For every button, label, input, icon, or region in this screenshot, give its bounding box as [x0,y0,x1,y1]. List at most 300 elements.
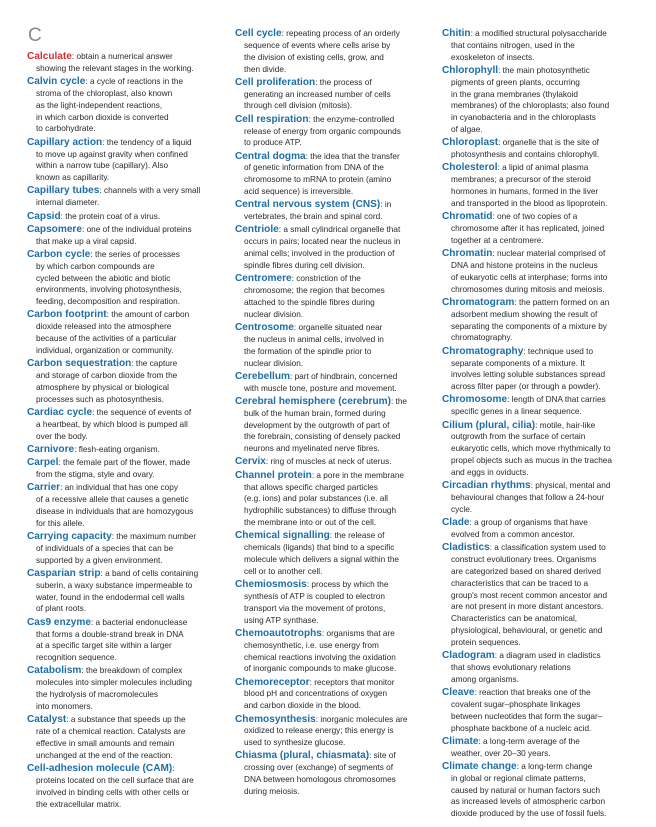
glossary-term: Chlorophyll [442,64,499,76]
definition-line: from the stigma, style and ovary. [36,469,155,479]
definition-line: outgrowth from the surface of certain [451,432,586,442]
definition-line: physiological, behavioural, or genetic and [451,626,603,636]
definition-line: group's most recent common ancestor and [451,590,608,600]
definition-line: : a band of cells containing [100,568,199,578]
definition-line: across filter paper (or through a powder). [451,382,601,392]
definition-line: adsorbent medium showing the result of [451,309,598,319]
definition-line: in cyanobacteria and in the chloroplasts [451,113,596,123]
definition-line: DNA between homologous chromosomes [244,775,396,785]
glossary-term: Chloroplast [442,137,499,149]
definition-line: : obtain a numerical answer [71,52,173,61]
definition-line: : a cycle of reactions in the [85,77,184,87]
glossary-entry [27,568,222,615]
definition-line: into monomers. [36,701,93,711]
glossary-entry [235,371,431,395]
definition-line: are categorized based on shared derived [451,566,601,576]
glossary-entry [442,297,638,344]
definition-line: : one of the individual proteins [81,224,192,234]
definition-line: phosphate backbone of a nucleic acid. [451,723,592,733]
glossary-entry [27,444,222,456]
definition-line: of a recessive allele that causes a genetic [36,495,189,505]
glossary-entry [27,51,222,75]
definition-line: eukaryotic cells, which move rhythmically to [451,444,611,454]
glossary-term: Cell proliferation [235,76,316,88]
definition-line: propel objects such as mucus in the trachea [451,456,612,466]
definition-line: neurons and myelinated nerve fibres. [244,444,380,454]
definition-line: the hydrolysis of macromolecules [36,690,158,700]
definition-line: : physical, mental and [530,481,611,491]
definition-line: : the sequence of events of [92,407,192,417]
definition-line: the formation of the spindle prior to [244,346,372,356]
definition-line: because of the activities of a particular [36,334,177,344]
definition-line: together at a centromere. [451,235,544,245]
definition-line: the nucleus in animal cells, involved in [244,334,384,344]
definition-line: : organelle that is the site of [498,138,599,148]
glossary-entry [442,28,638,64]
definition-line: of individuals of a species that can be [36,543,174,553]
glossary-entry [27,407,222,443]
glossary-term: Chromatin [442,248,493,260]
glossary-column-3 [442,28,638,821]
definition-line: through cell division (mitosis). [244,101,353,111]
definition-line: : nuclear material comprised of [492,249,606,259]
definition-line: : ring of muscles at neck of uterus. [265,457,392,467]
definition-line: hormones in humans, formed in the liver [451,187,599,197]
definition-line: : length of DNA that carries [507,395,606,405]
glossary-entry [235,28,431,75]
glossary-column-1 [27,51,222,812]
definition-line: : constriction of the [291,274,361,284]
definition-line: involved in binding cells with other cells or [36,787,190,797]
definition-line: dioxide released into the atmosphere [36,322,172,332]
definition-line: over the body. [36,431,88,441]
glossary-entry [442,394,638,418]
glossary-term: Chromatography [442,345,524,357]
glossary-entry [27,763,222,810]
definition-line: : in [380,200,392,210]
glossary-term: Carnivore [27,443,75,455]
glossary-term: Carbon cycle [27,248,91,260]
definition-line: the division of existing cells, grow, and [244,52,384,62]
glossary-term: Chromatid [442,211,493,223]
definition-line: are not present in more distant ancestors. [451,602,604,612]
glossary-term: Circadian rhythms [442,480,531,492]
definition-line: separating the components of a mixture by [451,321,607,331]
glossary-entry [27,482,222,529]
definition-line: separate components of a mixture. It [451,358,585,368]
glossary-entry [235,151,431,198]
definition-line: : a modified structural polysaccharide [470,29,607,38]
definition-line: animal cells; involved in the production of [244,249,395,259]
definition-line: cycled between the abiotic and biotic [36,273,171,283]
glossary-entry [442,137,638,161]
glossary-term: Chemoreceptor [235,676,310,688]
definition-line: : a pore in the membrane [311,470,405,480]
definition-line: cell or to another cell. [244,566,323,576]
glossary-term: Centromere [235,273,292,285]
glossary-term: Channel protein [235,469,312,481]
glossary-entry [235,322,431,369]
glossary-term: Centrosome [235,321,294,333]
glossary-entry [27,185,222,209]
definition-line: feeding, decomposition and respiration. [36,297,181,307]
glossary-term: Cervix [235,456,266,468]
definition-line: disease in individuals that are homozygous [36,506,194,516]
definition-line: used to synthesize glucose. [244,738,346,748]
definition-line: synthesis of ATP is coupled to electron [244,591,385,601]
definition-line: generating an increased number of cells [244,89,391,99]
definition-line: known as capillarity. [36,173,110,183]
definition-line: development by the outgrowth of part of [244,420,390,430]
glossary-term: Chemical signalling [235,530,330,542]
glossary-entry [442,542,638,649]
glossary-entry [442,248,638,295]
definition-line: during meiosis. [244,786,300,796]
definition-line: : reaction that breaks one of the [474,688,591,698]
definition-line: : the amount of carbon [106,310,190,320]
definition-line: : a lipid of animal plasma [497,163,589,173]
glossary-entry [27,358,222,405]
definition-line: and transported in the blood as lipoprotein. [451,198,608,208]
glossary-entry [235,224,431,271]
definition-line: involves letting soluble substances spread [451,370,606,380]
definition-line: acid sequence) is irreversible. [244,187,354,197]
definition-line: the extracellular matrix. [36,799,122,809]
definition-line: protein sequences. [451,637,521,647]
glossary-entry [235,714,431,750]
definition-line: nuclear division. [244,309,304,319]
glossary-entry [442,687,638,734]
definition-line: to produce ATP. [244,138,302,148]
definition-line: molecules into simpler molecules including [36,678,192,688]
definition-line: : the breakdown of complex [81,666,183,676]
glossary-entry [27,76,222,135]
definition-line: : the maximum number [111,531,197,541]
definition-line: : a long-term average of the [478,736,580,746]
definition-line: : site of [369,751,396,761]
definition-line: crossing over (exchange) of segments of [244,763,394,773]
definition-line: of inorganic compounds to make glucose. [244,664,397,674]
definition-line: : technique used to [523,346,594,356]
definition-line: weather, over 20–30 years. [451,748,551,758]
definition-line: individual, organization or community. [36,345,174,355]
glossary-entry [235,677,431,713]
definition-line: : the tendency of a liquid [102,137,192,147]
glossary-term: Cell respiration [235,113,309,125]
glossary-entry [442,162,638,209]
glossary-term: Chromatogram [442,296,515,308]
glossary-entry [442,420,638,479]
definition-line: proteins located on the cell surface that are [36,775,194,785]
definition-line: and eggs in oviducts. [451,467,529,477]
definition-line: vertebrates, the brain and spinal cord. [244,212,383,222]
glossary-column-2 [235,28,431,799]
glossary-entry [27,531,222,567]
definition-line: to move up against gravity when confined [36,149,188,159]
definition-line: : a long-term change [516,761,593,771]
definition-line: with muscle tone, posture and movement. [244,383,397,393]
definition-line: that contains nitrogen, used in the [451,40,575,50]
definition-line: recognition sequence. [36,653,117,663]
glossary-entry [442,736,638,760]
definition-line: : the series of processes [90,249,180,259]
definition-line: of algae. [451,125,483,135]
definition-line: internal diameter. [36,198,100,208]
definition-line: of plant roots. [36,604,86,614]
definition-line: in which carbon dioxide is converted [36,112,169,122]
glossary-term: Clade [442,517,470,529]
definition-line: DNA and histone proteins in the nucleus [451,260,598,270]
definition-line: stroma of the chloroplast, also known [36,88,173,98]
definition-line: : a diagram used in cladistics [494,651,601,661]
glossary-term: Chiasma (plural, chiasmata) [235,750,370,762]
glossary-entry [27,309,222,356]
definition-line: among organisms. [451,674,519,684]
definition-line: : receptors that monitor [309,677,395,687]
definition-line: in the grana membranes (thylakoid [451,89,579,99]
glossary-term: Cell-adhesion molecule (CAM) [27,762,173,774]
definition-line: construct evolutionary trees. Organisms [451,554,597,564]
definition-line: : flesh-eating organism. [74,444,160,454]
glossary-entry [442,761,638,820]
glossary-entry [27,617,222,664]
definition-line: molecule which delivers a signal within the [244,554,399,564]
definition-line: between nucleotides that form the sugar– [451,711,603,721]
glossary-entry [442,480,638,516]
definition-line: dioxide produced by the use of fossil fuels. [451,809,607,819]
definition-line: : inorganic molecules are [315,714,408,724]
glossary-entry [27,137,222,184]
glossary-term: Central dogma [235,150,306,162]
definition-line: spindle fibres during cell division. [244,260,365,270]
glossary-entry [442,211,638,247]
definition-line: membranes; a precursor of the steroid [451,175,591,185]
glossary-entry [235,470,431,529]
definition-line: transport via the movement of protons, [244,603,386,613]
definition-line: : a substance that speeds up the [66,715,186,725]
glossary-entry [27,665,222,712]
glossary-term: Carbon sequestration [27,358,132,370]
definition-line: and carbon dioxide in the blood. [244,701,361,711]
definition-line: as increased levels of atmospheric carbon [451,797,606,807]
definition-line: that make up a viral capsid. [36,236,137,246]
glossary-term: Catabolism [27,665,82,677]
glossary-term: Cilium (plural, cilia) [442,419,536,431]
glossary-term: Calculate [27,51,72,62]
glossary-entry [235,530,431,577]
definition-line: unchanged at the end of the reaction. [36,750,173,760]
glossary-term: Centriole [235,224,279,236]
definition-line: : the enzyme-controlled [308,114,395,124]
definition-line: chemical reactions involving the oxidation [244,652,396,662]
definition-line: : an individual that has one copy [60,483,178,493]
definition-line: at a specific target site within a larger [36,641,172,651]
glossary-term: Climate change [442,760,517,772]
definition-line: showing the relevant stages in the working. [36,63,194,73]
definition-line: pigments of green plants, occurring [451,77,580,87]
definition-line: (e.g. ions) and polar substances (i.e. all [244,494,388,504]
section-letter: C [28,25,42,46]
definition-line: chromosomes during mitosis and meiosis. [451,284,605,294]
definition-line: for this allele. [36,518,85,528]
glossary-entry [235,579,431,626]
glossary-entry [235,456,431,468]
definition-line: chemicals (ligands) that bind to a specific [244,543,395,553]
definition-line: that forms a double-strand break in DNA [36,629,184,639]
definition-line: and storage of carbon dioxide from the [36,371,178,381]
definition-line: : part of hindbrain, concerned [289,371,398,381]
glossary-entry [235,396,431,455]
glossary-term: Climate [442,735,479,747]
definition-line: oxidized to release energy; this energy is [244,726,394,736]
glossary-term: Cerebellum [235,370,290,382]
definition-line: atmosphere by physical or biological [36,382,169,392]
definition-line: covalent sugar–phosphate linkages [451,699,581,709]
definition-line: : motile, hair-like [535,420,596,430]
definition-line: : a bacterial endonuclease [90,617,188,627]
glossary-entry [235,750,431,797]
glossary-term: Cholesterol [442,162,498,174]
definition-line: chromosome to mRNA to protein (amino [244,175,392,185]
glossary-term: Capillary tubes [27,185,100,197]
definition-line: nuclear division. [244,358,304,368]
definition-line: chromatography. [451,333,513,343]
definition-line: a heartbeat, by which blood is pumped all [36,419,188,429]
definition-line: behavioural changes that follow a 24-hour [451,492,605,502]
glossary-entry [442,517,638,541]
glossary-entry [27,714,222,761]
glossary-entry [27,457,222,481]
glossary-term: Cardiac cycle [27,406,93,418]
definition-line: that allows specific charged particles [244,482,378,492]
definition-line: : process by which the [306,580,389,590]
definition-line: : the process of [315,77,372,87]
definition-line: of eukaryotic cells at interphase; forms into [451,272,608,282]
definition-line: release of energy from organic compounds [244,126,401,136]
definition-line: to carbohydrate. [36,124,96,134]
glossary-term: Cerebral hemisphere (cerebrum) [235,395,391,407]
definition-line: membranes) of the chloroplasts; also found [451,101,610,111]
glossary-term: Chitin [442,28,471,39]
definition-line: : a classification system used to [489,543,606,553]
glossary-term: Capillary action [27,136,103,148]
definition-line: water, found in the endodermal cell walls [36,592,185,602]
definition-line: : the female part of the flower, made [58,458,191,468]
definition-line: caused by natural or human factors such [451,785,601,795]
definition-line: : the [390,396,408,406]
definition-line: of genetic information from DNA of the [244,163,384,173]
definition-line: photosynthesis and contains chlorophyll. [451,150,600,160]
definition-line: effective in small amounts and remain [36,738,175,748]
glossary-term: Carrier [27,482,61,494]
definition-line: in global or regional climate patterns, [451,773,586,783]
glossary-term: Chemosynthesis [235,713,316,725]
glossary-term: Carbon footprint [27,309,107,321]
glossary-term: Capsomere [27,223,82,235]
definition-line: : a group of organisms that have [469,518,588,528]
glossary-entry [235,114,431,150]
definition-line: : repeating process of an orderly [281,29,400,38]
definition-line: : channels with a very small [99,186,201,196]
definition-line: : the pattern formed on an [514,297,610,307]
definition-line: chromosome after it has replicated, joined [451,224,605,234]
glossary-term: Carrying capacity [27,530,112,542]
definition-line: rate of a chemical reaction. Catalysts are [36,727,186,737]
glossary-entry [27,211,222,223]
glossary-entry [235,273,431,320]
definition-line: supported by a given environment. [36,555,163,565]
glossary-term: Central nervous system (CNS) [235,199,381,211]
definition-line: the forebrain, consisting of densely packed [244,432,401,442]
definition-line: using ATP synthase. [244,615,319,625]
definition-line: evolved from a common ancestor. [451,529,575,539]
definition-line: chemosynthetic, i.e. use energy from [244,640,379,650]
definition-line: specific genes in a linear sequence. [451,407,582,417]
glossary-entry [235,77,431,113]
definition-line: : a small cylindrical organelle that [278,225,401,235]
definition-line: : the release of [329,531,385,541]
definition-line: environments, involving photosynthesis, [36,285,182,295]
definition-line: : the main photosynthetic [498,65,590,75]
definition-line: Characteristics can be anatomical, [451,614,578,624]
glossary-entry [235,199,431,223]
definition-line: : the capture [131,359,178,369]
definition-line: by which carbon compounds are [36,261,155,271]
glossary-term: Chemoautotrophs [235,627,322,639]
definition-line: : [172,763,175,773]
definition-line: the membrane into or out of the cell. [244,518,377,528]
definition-line: occurs in pairs; located near the nucleus in [244,237,401,247]
glossary-entry [442,650,638,686]
glossary-entry [235,628,431,675]
definition-line: bulk of the human brain, formed during [244,408,386,418]
glossary-entry [27,224,222,248]
definition-line: attached to the spindle fibres during [244,297,375,307]
definition-line: that shows evolutionary relations [451,662,571,672]
glossary-entry [442,346,638,393]
definition-line: blood pH and concentrations of oxygen [244,689,388,699]
definition-line: : organisms that are [321,628,395,638]
glossary-term: Carpel [27,457,59,469]
glossary-entry [27,249,222,308]
definition-line: chromosome; the region that becomes [244,286,385,296]
glossary-term: Capsid [27,210,61,222]
glossary-term: Cladogram [442,650,495,662]
glossary-term: Chemiosmosis [235,579,307,591]
glossary-term: Cas9 enzyme [27,616,91,628]
definition-line: as the light-independent reactions, [36,100,163,110]
definition-line: characteristics that can be traced to a [451,578,589,588]
definition-line: : the protein coat of a virus. [60,211,161,221]
definition-line: : one of two copies of a [492,212,578,222]
definition-line: : the idea that the transfer [305,151,400,161]
definition-line: cycle. [451,504,473,514]
definition-line: processes such as photosynthesis. [36,394,164,404]
definition-line: exoskeleton of insects. [451,52,535,62]
glossary-term: Calvin cycle [27,76,86,88]
glossary-term: Chromosome [442,394,508,406]
definition-line: suberin, a waxy substance impermeable to [36,580,193,590]
glossary-term: Catalyst [27,714,67,726]
glossary-entry [442,65,638,136]
definition-line: : organelle situated near [293,322,383,332]
glossary-term: Cleave [442,687,475,699]
definition-line: hydrophilic substances) to diffuse through [244,506,397,516]
glossary-term: Casparian strip [27,567,101,579]
definition-line: sequence of events where cells arise by [244,40,391,50]
glossary-term: Cladistics [442,542,490,554]
definition-line: then divide. [244,64,287,74]
